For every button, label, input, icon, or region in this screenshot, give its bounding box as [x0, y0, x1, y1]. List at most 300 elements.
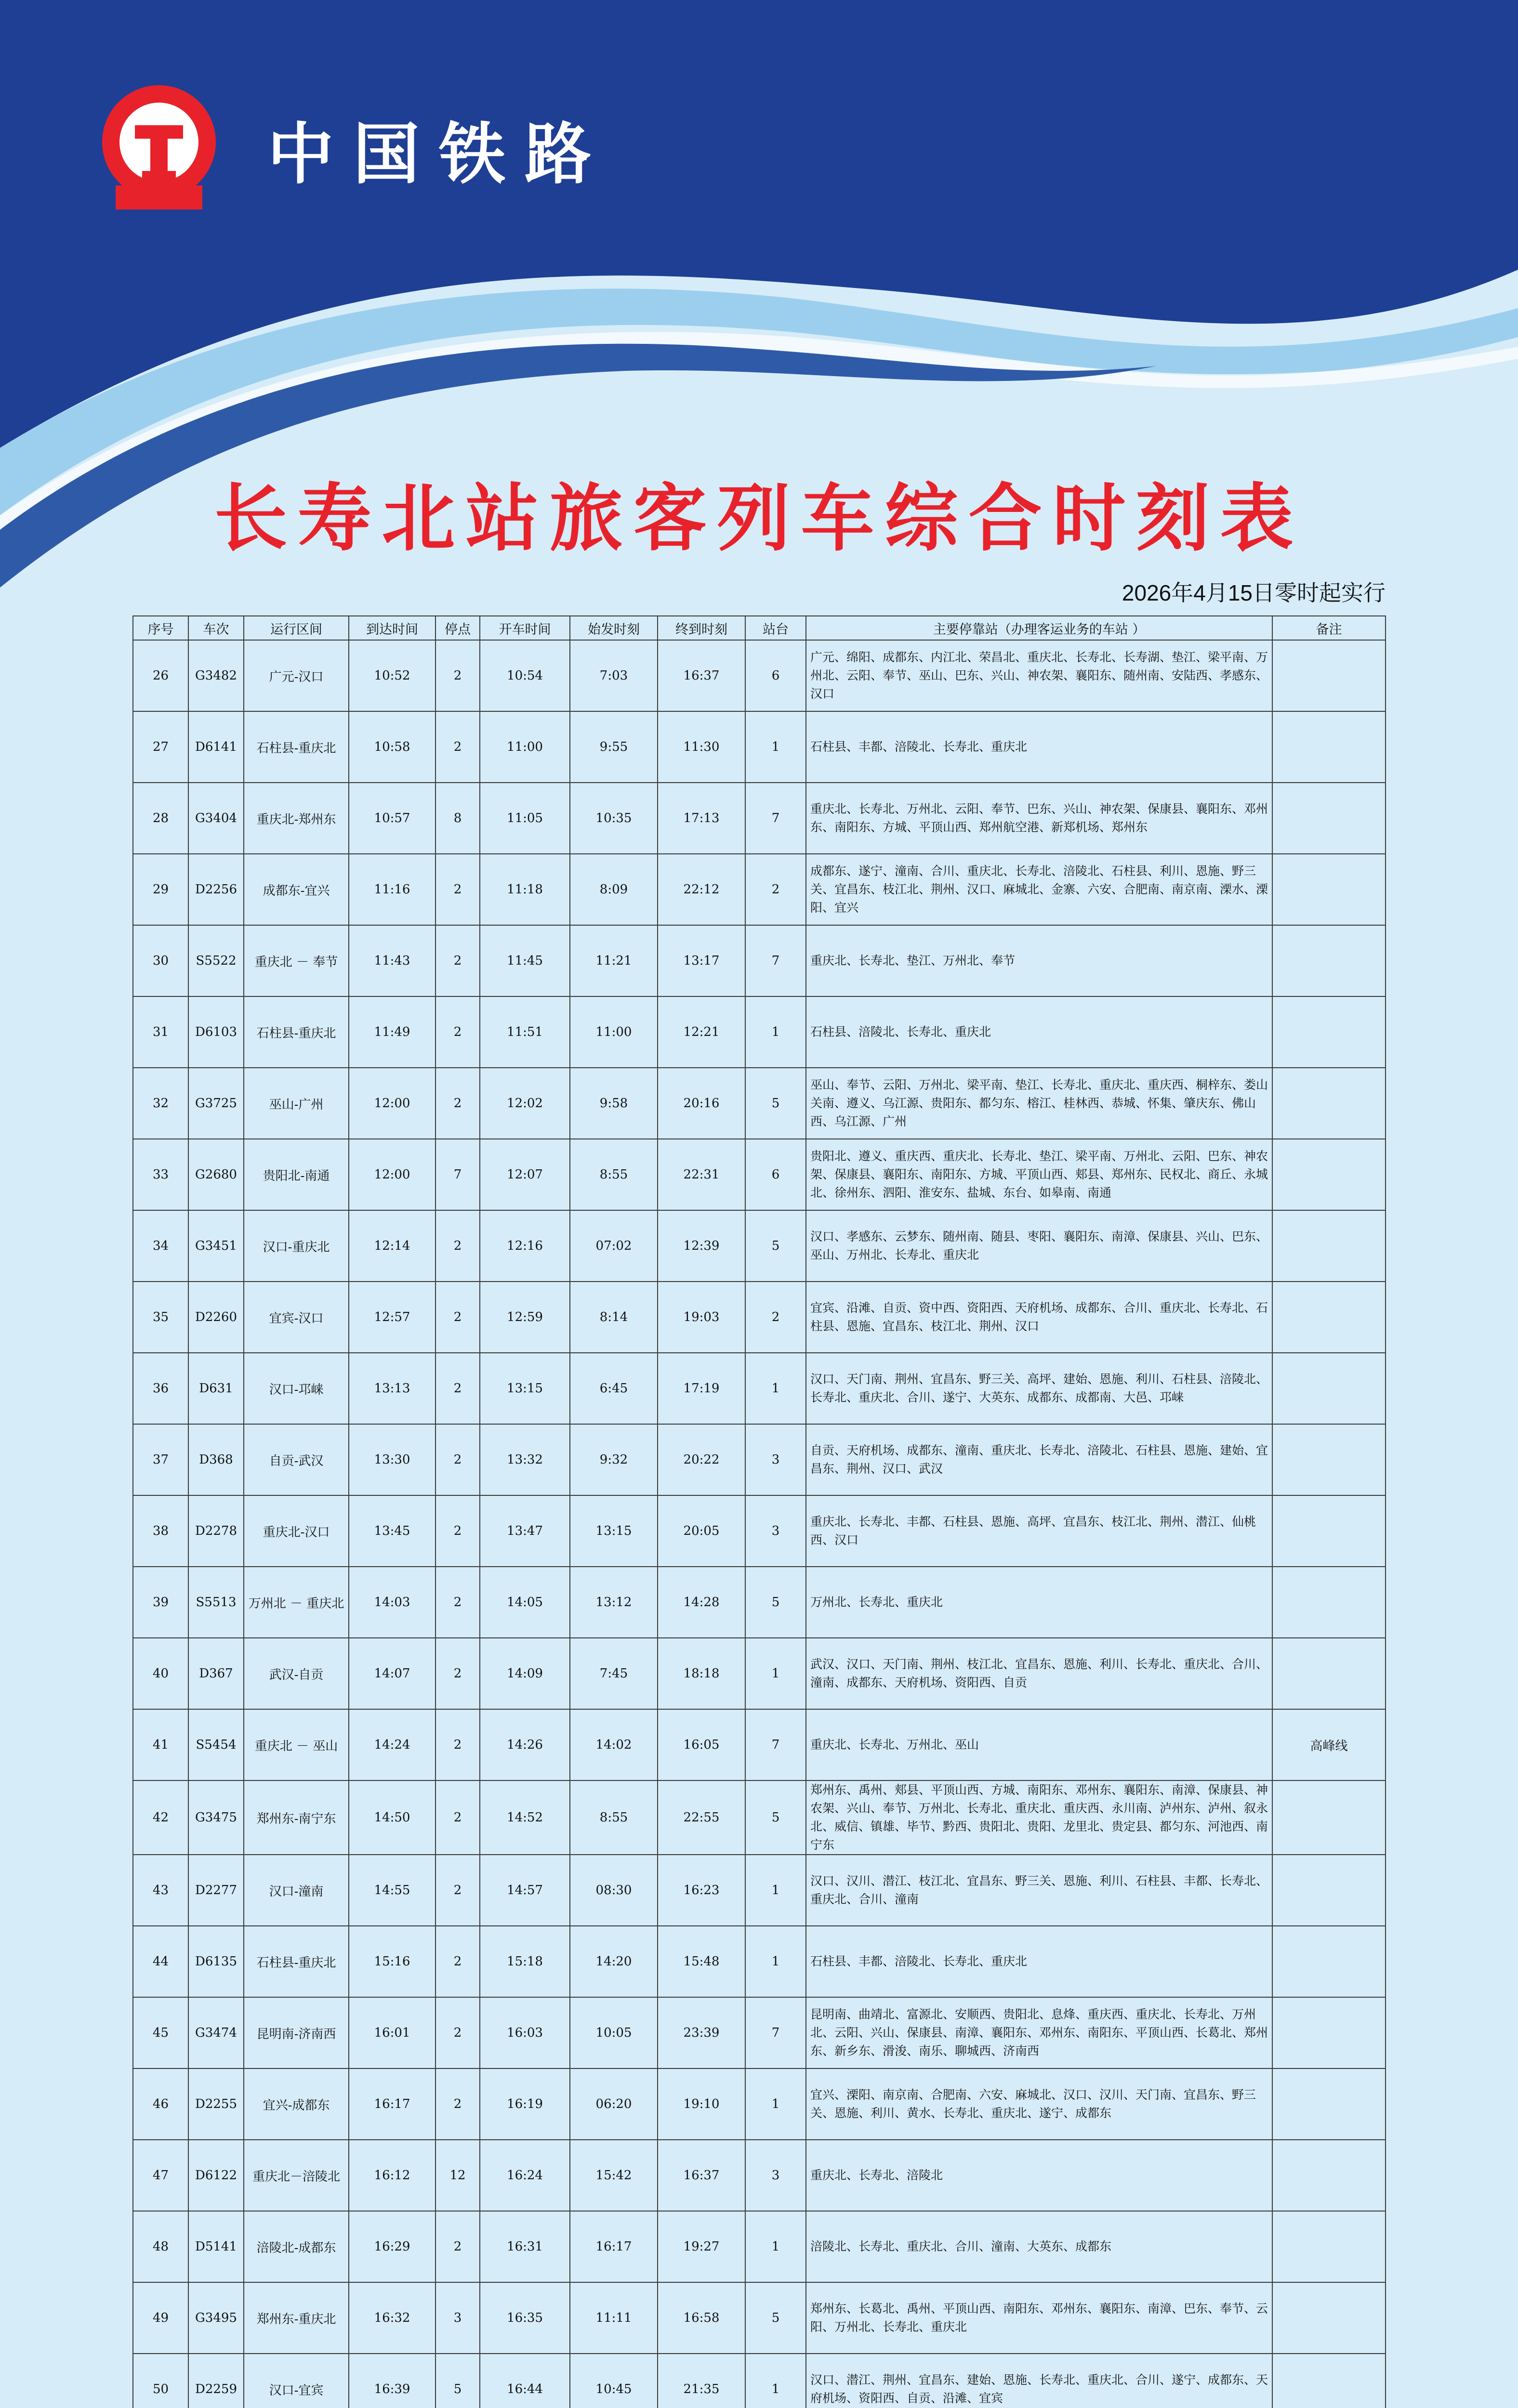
- seq-cell: 28: [133, 783, 188, 854]
- remarks-cell: [1272, 1139, 1386, 1210]
- departure-time-cell: 12:16: [480, 1210, 570, 1282]
- terminal-time-cell: 20:22: [658, 1424, 745, 1495]
- arrival-time-cell: 10:58: [349, 711, 436, 783]
- table-row: [133, 1139, 1386, 1210]
- departure-time-cell: 11:00: [480, 711, 570, 783]
- stations-cell: 重庆北、长寿北、涪陵北: [806, 2140, 1272, 2211]
- remarks-cell: [1272, 1567, 1386, 1638]
- train-number-cell: D2260: [188, 1282, 244, 1353]
- stop-duration-cell: 2: [436, 1926, 480, 1997]
- terminal-time-cell: 14:28: [658, 1567, 745, 1638]
- departure-time-cell: 11:51: [480, 996, 570, 1068]
- platform-cell: 1: [745, 1638, 806, 1709]
- arrival-time-cell: 13:13: [349, 1353, 436, 1424]
- table-row: [133, 1709, 1386, 1780]
- stop-duration-cell: 2: [436, 1780, 480, 1855]
- platform-cell: 5: [745, 1210, 806, 1282]
- remarks-cell: [1272, 1282, 1386, 1353]
- platform-cell: 5: [745, 1780, 806, 1855]
- origin-time-cell: 10:45: [570, 2354, 658, 2408]
- remarks-cell: [1272, 2211, 1386, 2282]
- remarks-cell: [1272, 1068, 1386, 1139]
- arrival-time-cell: 12:14: [349, 1210, 436, 1282]
- arrival-time-cell: 16:17: [349, 2068, 436, 2140]
- brand-name: 中国铁路: [267, 116, 611, 193]
- stop-duration-cell: 8: [436, 783, 480, 854]
- stations-cell: 巫山、奉节、云阳、万州北、梁平南、垫江、长寿北、重庆北、重庆西、桐梓东、娄山关南、遵义、乌江源、贵阳东、都匀东、榕江、桂林西、恭城、怀集、肇庆东、佛山西、乌江源、广州: [806, 1068, 1272, 1139]
- seq-cell: 36: [133, 1353, 188, 1424]
- terminal-time-cell: 16:05: [658, 1709, 745, 1780]
- arrival-time-cell: 14:55: [349, 1855, 436, 1926]
- table-row: [133, 1997, 1386, 2068]
- seq-cell: 38: [133, 1495, 188, 1567]
- arrival-time-cell: 13:45: [349, 1495, 436, 1567]
- departure-time-cell: 16:31: [480, 2211, 570, 2282]
- stations-cell: 武汉、汉口、天门南、荆州、枝江北、宜昌东、恩施、利川、长寿北、重庆北、合川、潼南、成都东、天府机场、资阳西、自贡: [806, 1638, 1272, 1709]
- train-number-cell: D6122: [188, 2140, 244, 2211]
- train-number-cell: G3475: [188, 1780, 244, 1855]
- route-cell: 宜兴-成都东: [244, 2068, 349, 2140]
- stop-duration-cell: 2: [436, 996, 480, 1068]
- origin-time-cell: 10:35: [570, 783, 658, 854]
- origin-time-cell: 7:45: [570, 1638, 658, 1709]
- origin-time-cell: 11:11: [570, 2282, 658, 2354]
- col-origin-time-header: 始发时刻: [570, 616, 658, 640]
- remarks-cell: [1272, 1926, 1386, 1997]
- terminal-time-cell: 12:39: [658, 1210, 745, 1282]
- arrival-time-cell: 10:57: [349, 783, 436, 854]
- route-cell: 汉口-重庆北: [244, 1210, 349, 1282]
- arrival-time-cell: 11:43: [349, 925, 436, 996]
- origin-time-cell: 8:55: [570, 1780, 658, 1855]
- stations-cell: 贵阳北、遵义、重庆西、重庆北、长寿北、垫江、梁平南、万州北、云阳、巴东、神农架、保康县、襄阳东、南阳东、方城、平顶山西、郏县、郑州东、民权北、商丘、永城北、徐州东、泗阳、淮安东、盐城、东台、如皋南、南通: [806, 1139, 1272, 1210]
- arrival-time-cell: 15:16: [349, 1926, 436, 1997]
- departure-time-cell: 12:02: [480, 1068, 570, 1139]
- train-number-cell: G3451: [188, 1210, 244, 1282]
- stations-cell: 郑州东、长葛北、禹州、平顶山西、南阳东、邓州东、襄阳东、南漳、巴东、奉节、云阳、万州北、长寿北、重庆北: [806, 2282, 1272, 2354]
- arrival-time-cell: 13:30: [349, 1424, 436, 1495]
- terminal-time-cell: 13:17: [658, 925, 745, 996]
- stop-duration-cell: 7: [436, 1139, 480, 1210]
- platform-cell: 3: [745, 2140, 806, 2211]
- terminal-time-cell: 16:23: [658, 1855, 745, 1926]
- seq-cell: 31: [133, 996, 188, 1068]
- stations-cell: 宜宾、沿滩、自贡、资中西、资阳西、天府机场、成都东、合川、重庆北、长寿北、石柱县、恩施、宜昌东、枝江北、荆州、汉口: [806, 1282, 1272, 1353]
- col-remarks-header: 备注: [1272, 616, 1386, 640]
- remarks-cell: [1272, 996, 1386, 1068]
- stop-duration-cell: 2: [436, 2211, 480, 2282]
- arrival-time-cell: 14:03: [349, 1567, 436, 1638]
- origin-time-cell: 9:58: [570, 1068, 658, 1139]
- table-row: [133, 2354, 1386, 2408]
- remarks-cell: [1272, 1210, 1386, 1282]
- table-row: [133, 783, 1386, 854]
- route-cell: 宜宾-汉口: [244, 1282, 349, 1353]
- terminal-time-cell: 20:16: [658, 1068, 745, 1139]
- arrival-time-cell: 16:32: [349, 2282, 436, 2354]
- stations-cell: 重庆北、长寿北、丰都、石柱县、恩施、高坪、宜昌东、枝江北、荆州、潜江、仙桃西、汉口: [806, 1495, 1272, 1567]
- terminal-time-cell: 18:18: [658, 1638, 745, 1709]
- departure-time-cell: 12:07: [480, 1139, 570, 1210]
- origin-time-cell: 13:15: [570, 1495, 658, 1567]
- stations-cell: 涪陵北、长寿北、重庆北、合川、潼南、大英东、成都东: [806, 2211, 1272, 2282]
- terminal-time-cell: 11:30: [658, 711, 745, 783]
- seq-cell: 26: [133, 640, 188, 711]
- origin-time-cell: 7:03: [570, 640, 658, 711]
- platform-cell: 5: [745, 2282, 806, 2354]
- terminal-time-cell: 22:31: [658, 1139, 745, 1210]
- train-number-cell: D6135: [188, 1926, 244, 1997]
- platform-cell: 5: [745, 1567, 806, 1638]
- arrival-time-cell: 16:12: [349, 2140, 436, 2211]
- stations-cell: 重庆北、长寿北、垫江、万州北、奉节: [806, 925, 1272, 996]
- route-cell: 武汉-自贡: [244, 1638, 349, 1709]
- table-row: [133, 2140, 1386, 2211]
- stations-cell: 宜兴、溧阳、南京南、合肥南、六安、麻城北、汉口、汉川、天门南、宜昌东、野三关、恩施、利川、黄水、长寿北、重庆北、遂宁、成都东: [806, 2068, 1272, 2140]
- train-number-cell: D2256: [188, 854, 244, 925]
- stations-cell: 自贡、天府机场、成都东、潼南、重庆北、长寿北、涪陵北、石柱县、恩施、建始、宜昌东、荆州、汉口、武汉: [806, 1424, 1272, 1495]
- remarks-cell: [1272, 1855, 1386, 1926]
- departure-time-cell: 10:54: [480, 640, 570, 711]
- route-cell: 巫山-广州: [244, 1068, 349, 1139]
- platform-cell: 2: [745, 1282, 806, 1353]
- arrival-time-cell: 14:50: [349, 1780, 436, 1855]
- terminal-time-cell: 19:10: [658, 2068, 745, 2140]
- stations-cell: 汉口、汉川、潜江、枝江北、宜昌东、野三关、恩施、利川、石柱县、丰都、长寿北、重庆北、合川、潼南: [806, 1855, 1272, 1926]
- timetable: [132, 615, 1385, 2408]
- departure-time-cell: 14:57: [480, 1855, 570, 1926]
- train-number-cell: S5522: [188, 925, 244, 996]
- arrival-time-cell: 12:00: [349, 1068, 436, 1139]
- seq-cell: 34: [133, 1210, 188, 1282]
- page-title: 长寿北站旅客列车综合时刻表: [214, 476, 1304, 561]
- platform-cell: 1: [745, 1855, 806, 1926]
- platform-cell: 6: [745, 640, 806, 711]
- route-cell: 石柱县-重庆北: [244, 996, 349, 1068]
- table-row: [133, 1424, 1386, 1495]
- stations-cell: 成都东、遂宁、潼南、合川、重庆北、长寿北、涪陵北、石柱县、利川、恩施、野三关、宜昌东、枝江北、荆州、汉口、麻城北、金寨、六安、合肥南、南京南、溧水、溧阳、宜兴: [806, 854, 1272, 925]
- stop-duration-cell: 2: [436, 1068, 480, 1139]
- stop-duration-cell: 2: [436, 1567, 480, 1638]
- seq-cell: 45: [133, 1997, 188, 2068]
- seq-cell: 40: [133, 1638, 188, 1709]
- train-number-cell: D2259: [188, 2354, 244, 2408]
- route-cell: 广元-汉口: [244, 640, 349, 711]
- terminal-time-cell: 16:37: [658, 2140, 745, 2211]
- platform-cell: 2: [745, 854, 806, 925]
- terminal-time-cell: 22:12: [658, 854, 745, 925]
- platform-cell: 1: [745, 711, 806, 783]
- origin-time-cell: 11:00: [570, 996, 658, 1068]
- origin-time-cell: 6:45: [570, 1353, 658, 1424]
- route-cell: 重庆北-汉口: [244, 1495, 349, 1567]
- stop-duration-cell: 2: [436, 1424, 480, 1495]
- remarks-cell: [1272, 2140, 1386, 2211]
- terminal-time-cell: 19:03: [658, 1282, 745, 1353]
- train-number-cell: D2255: [188, 2068, 244, 2140]
- remarks-cell: [1272, 640, 1386, 711]
- train-number-cell: D2277: [188, 1855, 244, 1926]
- departure-time-cell: 15:18: [480, 1926, 570, 1997]
- train-number-cell: D6141: [188, 711, 244, 783]
- train-number-cell: G3495: [188, 2282, 244, 2354]
- platform-cell: 1: [745, 2211, 806, 2282]
- arrival-time-cell: 14:24: [349, 1709, 436, 1780]
- route-cell: 昆明南-济南西: [244, 1997, 349, 2068]
- origin-time-cell: 9:32: [570, 1424, 658, 1495]
- stop-duration-cell: 2: [436, 1997, 480, 2068]
- route-cell: 郑州东-重庆北: [244, 2282, 349, 2354]
- stop-duration-cell: 2: [436, 711, 480, 783]
- table-row: [133, 1926, 1386, 1997]
- origin-time-cell: 08:30: [570, 1855, 658, 1926]
- route-cell: 汉口-宜宾: [244, 2354, 349, 2408]
- train-number-cell: D2278: [188, 1495, 244, 1567]
- table-row: [133, 711, 1386, 783]
- col-train-header: 车次: [188, 616, 244, 640]
- col-route-header: 运行区间: [244, 616, 349, 640]
- platform-cell: 7: [745, 783, 806, 854]
- col-seq-header: 序号: [133, 616, 188, 640]
- col-stations-header: 主要停靠站（办理客运业务的车站 ）: [806, 616, 1272, 640]
- seq-cell: 41: [133, 1709, 188, 1780]
- origin-time-cell: 8:14: [570, 1282, 658, 1353]
- table-row: [133, 2068, 1386, 2140]
- departure-time-cell: 11:45: [480, 925, 570, 996]
- col-departure-header: 开车时间: [480, 616, 570, 640]
- col-terminal-time-header: 终到时刻: [658, 616, 745, 640]
- train-number-cell: D368: [188, 1424, 244, 1495]
- arrival-time-cell: 16:39: [349, 2354, 436, 2408]
- remarks-cell: [1272, 1638, 1386, 1709]
- stations-cell: 重庆北、长寿北、万州北、巫山: [806, 1709, 1272, 1780]
- route-cell: 重庆北 － 奉节: [244, 925, 349, 996]
- seq-cell: 42: [133, 1780, 188, 1855]
- remarks-cell: [1272, 2354, 1386, 2408]
- remarks-cell: [1272, 925, 1386, 996]
- departure-time-cell: 16:44: [480, 2354, 570, 2408]
- train-number-cell: G3404: [188, 783, 244, 854]
- terminal-time-cell: 17:13: [658, 783, 745, 854]
- remarks-cell: [1272, 1424, 1386, 1495]
- arrival-time-cell: 11:16: [349, 854, 436, 925]
- stations-cell: 石柱县、丰都、涪陵北、长寿北、重庆北: [806, 711, 1272, 783]
- departure-time-cell: 13:15: [480, 1353, 570, 1424]
- route-cell: 石柱县-重庆北: [244, 711, 349, 783]
- stations-cell: 汉口、天门南、荆州、宜昌东、野三关、高坪、建始、恩施、利川、石柱县、涪陵北、长寿北、重庆北、合川、遂宁、大英东、成都东、成都南、大邑、邛崃: [806, 1353, 1272, 1424]
- platform-cell: 7: [745, 1997, 806, 2068]
- stop-duration-cell: 2: [436, 2068, 480, 2140]
- seq-cell: 47: [133, 2140, 188, 2211]
- stop-duration-cell: 2: [436, 854, 480, 925]
- stop-duration-cell: 2: [436, 1855, 480, 1926]
- route-cell: 贵阳北-南通: [244, 1139, 349, 1210]
- route-cell: 万州北 － 重庆北: [244, 1567, 349, 1638]
- remarks-cell: 高峰线: [1272, 1709, 1386, 1780]
- departure-time-cell: 13:32: [480, 1424, 570, 1495]
- train-number-cell: S5454: [188, 1709, 244, 1780]
- remarks-cell: [1272, 783, 1386, 854]
- stop-duration-cell: 2: [436, 1709, 480, 1780]
- remarks-cell: [1272, 1353, 1386, 1424]
- table-row: [133, 1855, 1386, 1926]
- seq-cell: 35: [133, 1282, 188, 1353]
- platform-cell: 1: [745, 2354, 806, 2408]
- remarks-cell: [1272, 1997, 1386, 2068]
- origin-time-cell: 10:05: [570, 1997, 658, 2068]
- arrival-time-cell: 16:01: [349, 1997, 436, 2068]
- arrival-time-cell: 10:52: [349, 640, 436, 711]
- departure-time-cell: 11:05: [480, 783, 570, 854]
- col-platform-header: 站台: [745, 616, 806, 640]
- departure-time-cell: 16:24: [480, 2140, 570, 2211]
- table-row: [133, 640, 1386, 711]
- platform-cell: 6: [745, 1139, 806, 1210]
- terminal-time-cell: 12:21: [658, 996, 745, 1068]
- seq-cell: 29: [133, 854, 188, 925]
- route-cell: 成都东-宜兴: [244, 854, 349, 925]
- table-row: [133, 854, 1386, 925]
- terminal-time-cell: 22:55: [658, 1780, 745, 1855]
- stop-duration-cell: 5: [436, 2354, 480, 2408]
- seq-cell: 30: [133, 925, 188, 996]
- seq-cell: 44: [133, 1926, 188, 1997]
- platform-cell: 3: [745, 1495, 806, 1567]
- terminal-time-cell: 21:35: [658, 2354, 745, 2408]
- stop-duration-cell: 2: [436, 925, 480, 996]
- stop-duration-cell: 2: [436, 1210, 480, 1282]
- table-row: [133, 1068, 1386, 1139]
- origin-time-cell: 16:17: [570, 2211, 658, 2282]
- departure-time-cell: 16:35: [480, 2282, 570, 2354]
- remarks-cell: [1272, 2068, 1386, 2140]
- train-number-cell: G3725: [188, 1068, 244, 1139]
- terminal-time-cell: 23:39: [658, 1997, 745, 2068]
- departure-time-cell: 14:26: [480, 1709, 570, 1780]
- platform-cell: 1: [745, 996, 806, 1068]
- origin-time-cell: 15:42: [570, 2140, 658, 2211]
- stop-duration-cell: 2: [436, 1353, 480, 1424]
- stations-cell: 汉口、孝感东、云梦东、随州南、随县、枣阳、襄阳东、南漳、保康县、兴山、巴东、巫山、万州北、长寿北、重庆北: [806, 1210, 1272, 1282]
- table-row: [133, 2282, 1386, 2354]
- route-cell: 重庆北 － 巫山: [244, 1709, 349, 1780]
- terminal-time-cell: 17:19: [658, 1353, 745, 1424]
- departure-time-cell: 16:19: [480, 2068, 570, 2140]
- table-row: [133, 1567, 1386, 1638]
- departure-time-cell: 14:09: [480, 1638, 570, 1709]
- terminal-time-cell: 19:27: [658, 2211, 745, 2282]
- stations-cell: 广元、绵阳、成都东、内江北、荣昌北、重庆北、长寿北、长寿湖、垫江、梁平南、万州北、云阳、奉节、巫山、巴东、兴山、神农架、襄阳东、随州南、安陆西、孝感东、汉口: [806, 640, 1272, 711]
- col-arrival-header: 到达时间: [349, 616, 436, 640]
- origin-time-cell: 8:55: [570, 1139, 658, 1210]
- platform-cell: 5: [745, 1068, 806, 1139]
- timetable-table: [132, 615, 1386, 2408]
- stop-duration-cell: 2: [436, 1282, 480, 1353]
- stop-duration-cell: 2: [436, 640, 480, 711]
- departure-time-cell: 12:59: [480, 1282, 570, 1353]
- terminal-time-cell: 20:05: [658, 1495, 745, 1567]
- train-number-cell: D631: [188, 1353, 244, 1424]
- terminal-time-cell: 16:58: [658, 2282, 745, 2354]
- stop-duration-cell: 2: [436, 1638, 480, 1709]
- route-cell: 重庆北-郑州东: [244, 783, 349, 854]
- seq-cell: 39: [133, 1567, 188, 1638]
- platform-cell: 3: [745, 1424, 806, 1495]
- origin-time-cell: 11:21: [570, 925, 658, 996]
- table-body: [133, 640, 1386, 2408]
- route-cell: 汉口-潼南: [244, 1855, 349, 1926]
- origin-time-cell: 8:09: [570, 854, 658, 925]
- stop-duration-cell: 2: [436, 1495, 480, 1567]
- arrival-time-cell: 14:07: [349, 1638, 436, 1709]
- departure-time-cell: 14:05: [480, 1567, 570, 1638]
- seq-cell: 50: [133, 2354, 188, 2408]
- remarks-cell: [1272, 711, 1386, 783]
- remarks-cell: [1272, 1495, 1386, 1567]
- origin-time-cell: 14:02: [570, 1709, 658, 1780]
- departure-time-cell: 14:52: [480, 1780, 570, 1855]
- stop-duration-cell: 3: [436, 2282, 480, 2354]
- train-number-cell: D5141: [188, 2211, 244, 2282]
- stations-cell: 汉口、潜江、荆州、宜昌东、建始、恩施、长寿北、重庆北、合川、遂宁、成都东、天府机场、资阳西、自贡、沿滩、宜宾: [806, 2354, 1272, 2408]
- train-number-cell: S5513: [188, 1567, 244, 1638]
- remarks-cell: [1272, 854, 1386, 925]
- table-row: [133, 1282, 1386, 1353]
- departure-time-cell: 13:47: [480, 1495, 570, 1567]
- platform-cell: 7: [745, 1709, 806, 1780]
- seq-cell: 37: [133, 1424, 188, 1495]
- train-number-cell: D6103: [188, 996, 244, 1068]
- terminal-time-cell: 15:48: [658, 1926, 745, 1997]
- route-cell: 汉口-邛崃: [244, 1353, 349, 1424]
- platform-cell: 1: [745, 1353, 806, 1424]
- origin-time-cell: 13:12: [570, 1567, 658, 1638]
- platform-cell: 7: [745, 925, 806, 996]
- train-number-cell: D367: [188, 1638, 244, 1709]
- stop-duration-cell: 12: [436, 2140, 480, 2211]
- stations-cell: 重庆北、长寿北、万州北、云阳、奉节、巴东、兴山、神农架、保康县、襄阳东、邓州东、南阳东、方城、平顶山西、郑州航空港、新郑机场、郑州东: [806, 783, 1272, 854]
- seq-cell: 33: [133, 1139, 188, 1210]
- platform-cell: 1: [745, 2068, 806, 2140]
- arrival-time-cell: 16:29: [349, 2211, 436, 2282]
- train-number-cell: G3474: [188, 1997, 244, 2068]
- stations-cell: 石柱县、涪陵北、长寿北、重庆北: [806, 996, 1272, 1068]
- effective-date: 2026年4月15日零时起实行: [1122, 580, 1386, 605]
- table-header-row: [133, 616, 1386, 640]
- table-row: [133, 1210, 1386, 1282]
- platform-cell: 1: [745, 1926, 806, 1997]
- train-number-cell: G2680: [188, 1139, 244, 1210]
- seq-cell: 43: [133, 1855, 188, 1926]
- terminal-time-cell: 16:37: [658, 640, 745, 711]
- origin-time-cell: 07:02: [570, 1210, 658, 1282]
- china-railway-logo: [96, 77, 222, 217]
- route-cell: 涪陵北-成都东: [244, 2211, 349, 2282]
- table-row: [133, 1495, 1386, 1567]
- route-cell: 自贡-武汉: [244, 1424, 349, 1495]
- seq-cell: 32: [133, 1068, 188, 1139]
- table-row: [133, 996, 1386, 1068]
- seq-cell: 49: [133, 2282, 188, 2354]
- departure-time-cell: 16:03: [480, 1997, 570, 2068]
- train-number-cell: G3482: [188, 640, 244, 711]
- table-row: [133, 2211, 1386, 2282]
- route-cell: 郑州东-南宁东: [244, 1780, 349, 1855]
- origin-time-cell: 14:20: [570, 1926, 658, 1997]
- route-cell: 重庆北－涪陵北: [244, 2140, 349, 2211]
- stations-cell: 石柱县、丰都、涪陵北、长寿北、重庆北: [806, 1926, 1272, 1997]
- seq-cell: 46: [133, 2068, 188, 2140]
